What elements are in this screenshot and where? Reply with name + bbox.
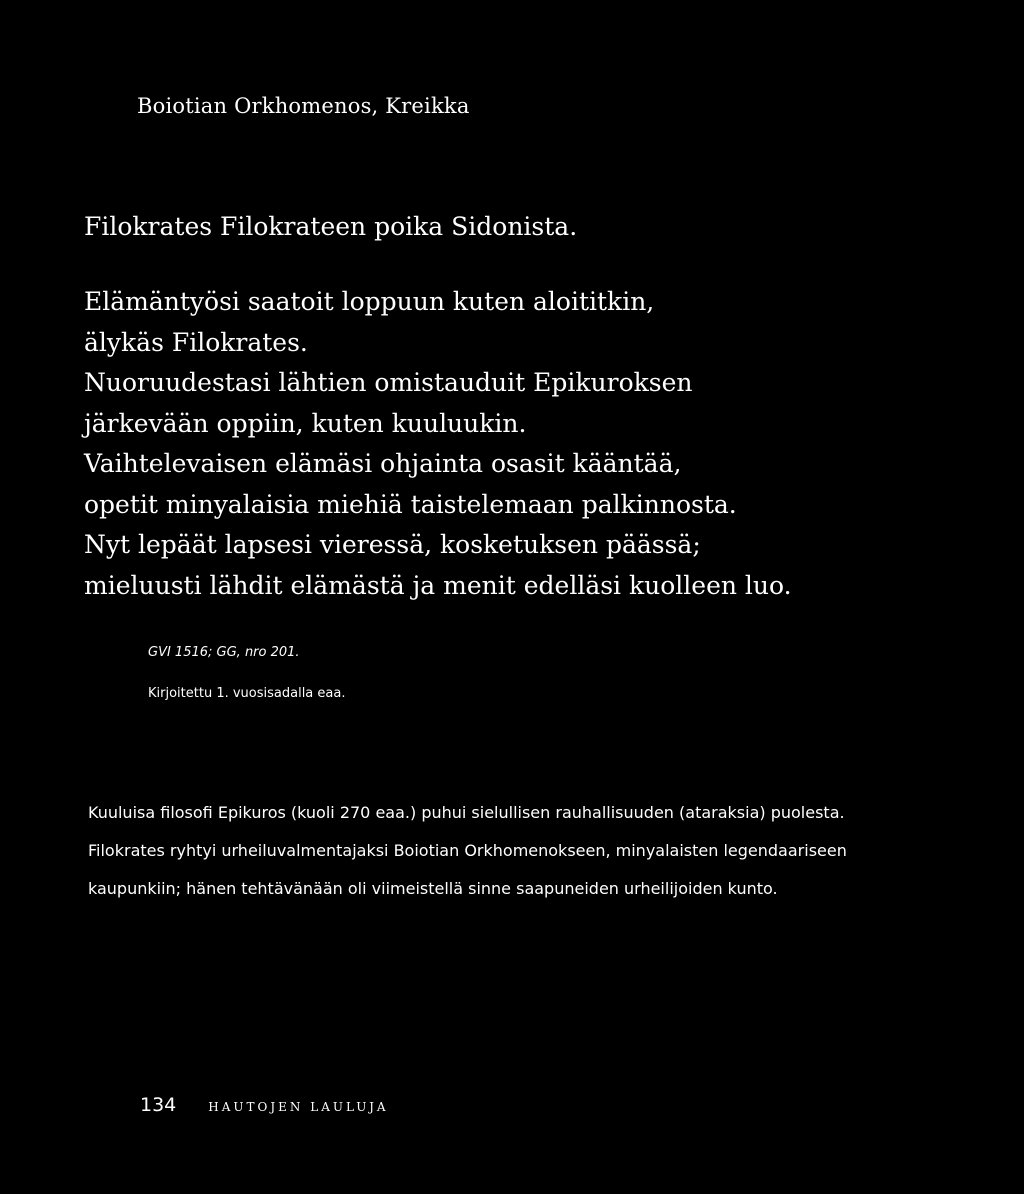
source-reference: GVI 1516; GG, nro 201.: [148, 645, 300, 660]
commentary-line: Filokrates ryhtyi urheiluvalmentajaksi Boiotian Orkhomenokseen, minyalaisten legendaariseen: [88, 841, 847, 860]
poem-line: järkevään oppiin, kuten kuuluukin.: [84, 408, 527, 438]
poem-title: Filokrates Filokrateen poika Sidonista.: [84, 212, 578, 241]
commentary-line: kaupunkiin; hänen tehtävänään oli viimeistellä sinne saapuneiden urheilijoiden kunto.: [88, 879, 778, 898]
location-heading: Boiotian Orkhomenos, Kreikka: [137, 94, 470, 118]
poem-line: opetit minyalaisia miehiä taistelemaan palkinnosta.: [84, 489, 737, 519]
poem-line: älykäs Filokrates.: [84, 327, 308, 357]
dating-note: Kirjoitettu 1. vuosisadalla eaa.: [148, 686, 346, 701]
poem-line: mieluusti lähdit elämästä ja menit edelläsi kuolleen luo.: [84, 570, 792, 600]
commentary-line: Kuuluisa filosofi Epikuros (kuoli 270 eaa.) puhui sielullisen rauhallisuuden (ataraksia) puolesta.: [88, 803, 845, 822]
poem-line: Elämäntyösi saatoit loppuun kuten aloititkin,: [84, 287, 655, 316]
commentary-text: [88, 794, 847, 908]
poem-line: Vaihtelevaisen elämäsi ohjainta osasit kääntää,: [84, 449, 682, 478]
poem-line: Nyt lepäät lapsesi vieressä, kosketuksen päässä;: [84, 530, 701, 559]
page-number: 134: [140, 1094, 177, 1116]
poem-line: Nuoruudestasi lähtien omistauduit Epikuroksen: [84, 368, 693, 397]
book-title: HAUTOJEN LAULUJA: [208, 1100, 389, 1114]
poem-body: [84, 282, 792, 606]
page-footer: [140, 1094, 389, 1116]
